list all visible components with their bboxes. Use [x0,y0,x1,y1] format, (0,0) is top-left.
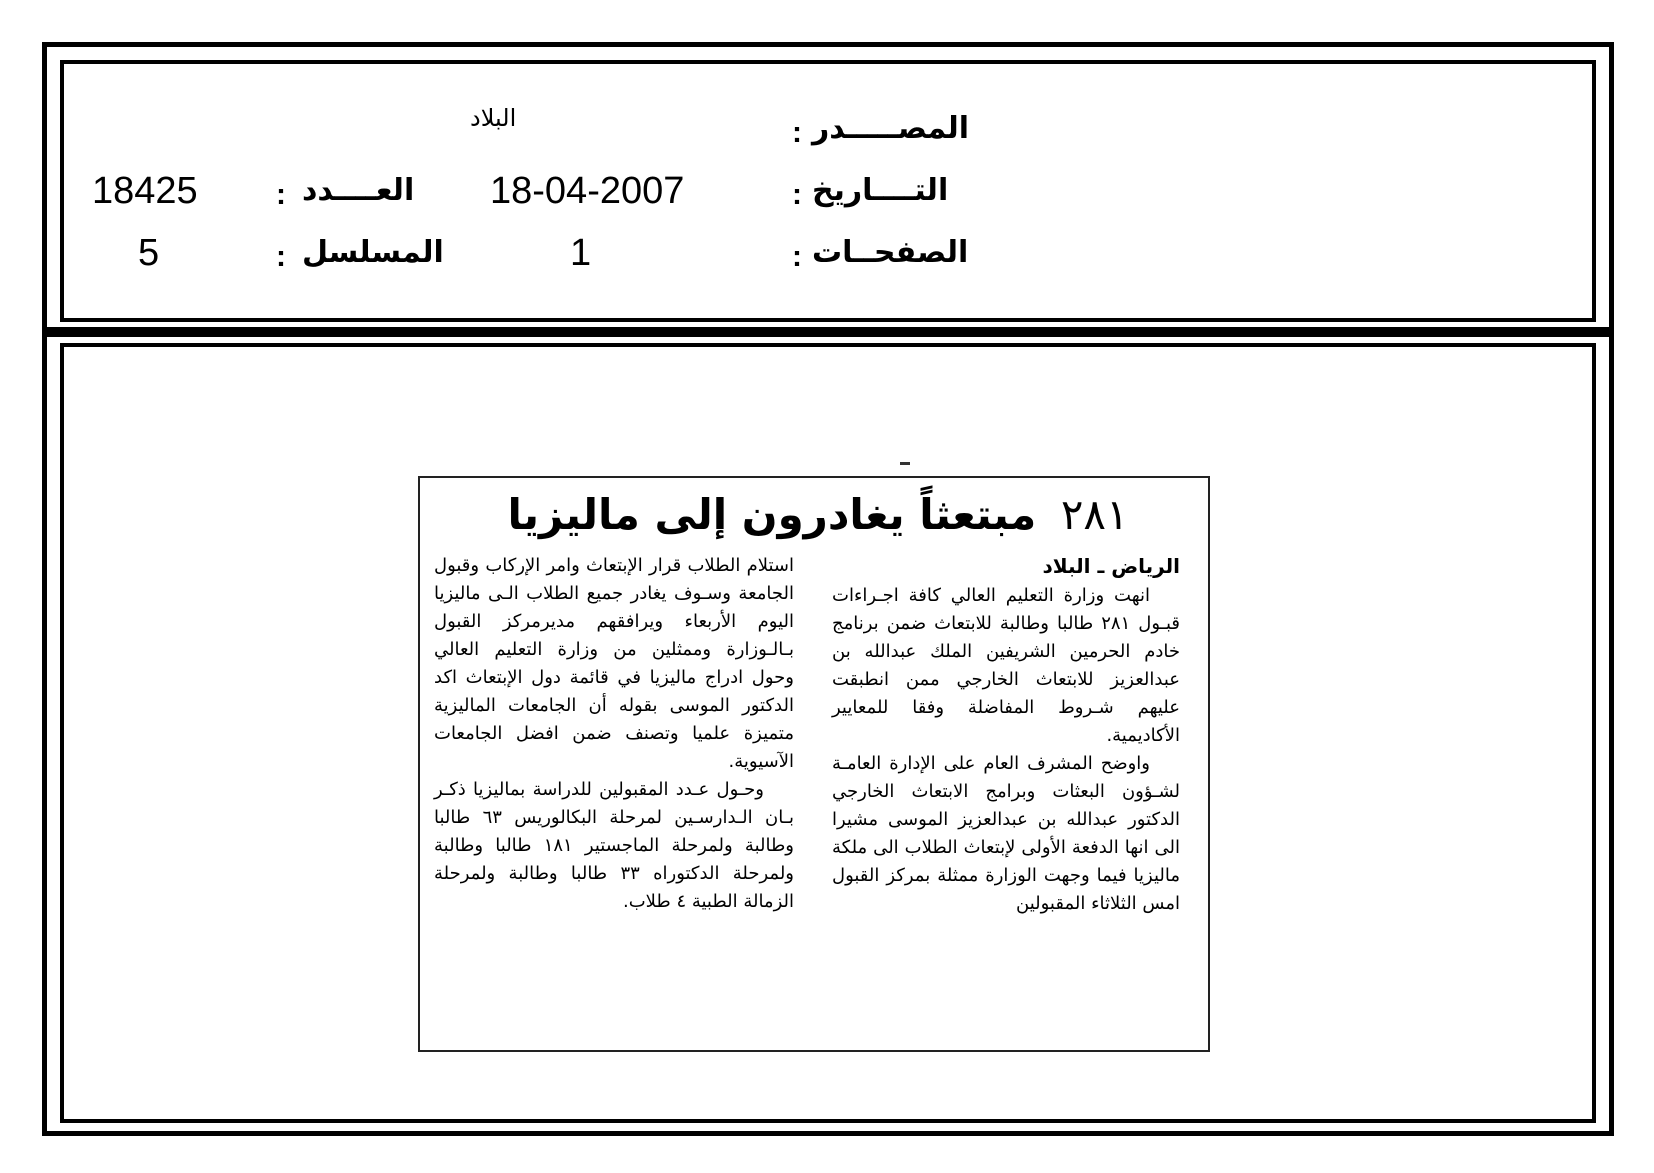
article-column-right [832,552,1180,918]
source-colon: : [792,116,802,149]
pages-label: الصفحــات [812,235,969,270]
date-colon: : [792,178,802,211]
pages-colon: : [792,240,802,273]
article-dateline: الرياض ـ البلاد [1042,554,1180,578]
date-label: التــــاريخ [812,173,949,208]
headline-number: ٢٨١ [1060,490,1129,539]
newspaper-clipping [418,476,1210,1052]
headline-text: مبتعثاً يغادرون إلى ماليزيا [507,490,1037,539]
source-value: البلاد [470,104,517,132]
paragraph: انهت وزارة التعليم العالي كافة اجـراءات قبـول ٢٨١ طالبا وطالبة للابتعاث ضمن برنامج خادم الحرمين الشريفين الملك عبدالله بن عبدالعزيز للابتعاث الخارجي ممن انطبقت عليهم شـروط المفاضلة وفقا للمعايير الأكاديمية. [832,585,1180,746]
issue-value: 18425 [92,170,198,212]
serial-label: المسلسل [302,235,444,270]
article-headline [448,482,1188,548]
paragraph: وحـول عـدد المقبولين للدراسة بماليزيا ذكـر بـان الـدارسـين لمرحلة البكالوريس ٦٣ طالبا وطالبة ولمرحلة الماجستير ١٨١ طالبا وطالبة ولمرحلة الدكتوراه ٣٣ طالبا وطالبة ولمرحلة الزمالة الطبية ٤ طلاب. [434,779,794,912]
serial-value: 5 [138,232,160,274]
issue-colon: : [276,178,286,211]
source-label: المصـــــدر [812,111,970,146]
date-value: 18-04-2007 [490,170,685,212]
article-column-left [434,552,794,916]
paragraph: استلام الطلاب قرار الإبتعاث وامر الإركاب وقبول الجامعة وسـوف يغادر جميع الطلاب الـى ماليزيا اليوم الأربعاء ويرافقهم مديرمركز القبول بـالـوزارة وممثلين من وزارة التعليم العالي وحول ادراج ماليزيا في قائمة دول الإبتعاث اكد الدكتور الموسى بقوله أن الجامعات الماليزية متميزة علميا وتصنف ضمن افضل الجامعات الآسيوية. [434,555,794,772]
pages-value: 1 [570,232,592,274]
serial-colon: : [276,240,286,273]
paragraph: واوضح المشرف العام على الإدارة العامـة لشـؤون البعثات وبرامج الابتعاث الخارجي الدكتور عبدالله بن عبدالعزيز الموسى مشيرا الى انها الدفعة الأولى لإبتعاث الطلاب الى ملكة ماليزيا فيما وجهت الوزارة ممثلة بمركز القبول امس الثلاثاء المقبولين [832,753,1180,914]
issue-label: العــــدد [302,173,415,208]
